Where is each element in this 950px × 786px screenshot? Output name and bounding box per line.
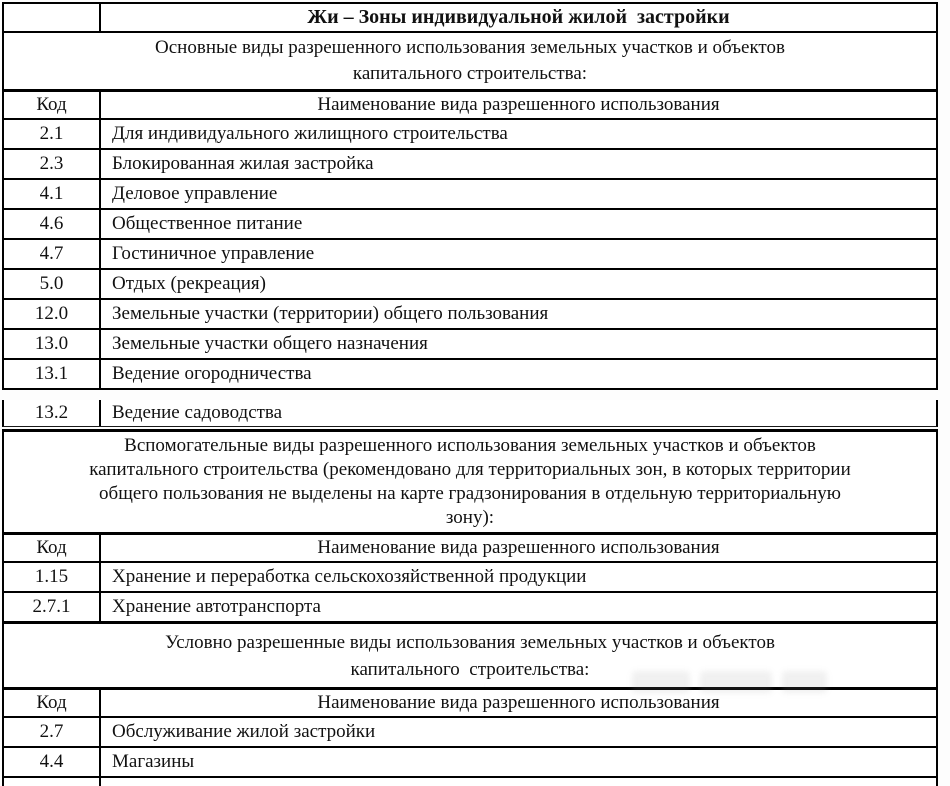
code-column-header: Код: [4, 535, 101, 561]
column-header-row: [4, 535, 936, 563]
row-code: 1.15: [4, 563, 101, 591]
row-code: 2.7.1: [4, 593, 101, 621]
row-code: 2.3: [4, 150, 101, 178]
table-row: [4, 270, 936, 300]
row-name: Отдых (рекреация): [112, 273, 266, 294]
row-name: Гостиничное управление: [112, 243, 315, 264]
row-name: Ведение огородничества: [112, 363, 312, 384]
table-row-partial: [4, 778, 936, 786]
section-header-line: общего пользования не выделены на карте градзонирования в отдельную территориальную: [99, 483, 841, 504]
table-row: [4, 210, 936, 240]
column-header-row: [4, 92, 936, 120]
row-code: 4.7: [4, 240, 101, 268]
table-row: [4, 150, 936, 180]
row-name: Для индивидуального жилищного строительства: [112, 123, 508, 144]
section-header-auxiliary-uses: [4, 432, 936, 535]
column-header-row: [4, 690, 936, 718]
table-row: [4, 240, 936, 270]
code-column-header: Код: [4, 92, 101, 118]
row-name: Деловое управление: [112, 183, 278, 204]
row-name: Общественное питание: [112, 213, 303, 234]
section-header-line: капитального строительства:: [350, 659, 590, 680]
title-empty-cell: [4, 4, 101, 31]
section-header-primary-uses: [4, 33, 936, 92]
table-row: [4, 563, 936, 593]
row-name: Земельные участки общего назначения: [112, 333, 428, 354]
code-column-header: Код: [4, 690, 101, 716]
row-name: Хранение автотранспорта: [112, 596, 321, 617]
section-header-line: зону):: [445, 507, 495, 528]
row-code: 5.0: [4, 270, 101, 298]
table-row: [4, 593, 936, 624]
section-header-line: Условно разрешенные виды использования земельных участков и объектов: [165, 632, 775, 653]
row-code: 4.1: [4, 180, 101, 208]
row-name: Земельные участки (территории) общего пользования: [112, 303, 549, 324]
section-header-conditional-uses: [4, 624, 936, 690]
title-row: [4, 4, 936, 33]
table-row: [4, 330, 936, 360]
row-code: 13.2: [4, 400, 101, 426]
table-row: [4, 180, 936, 210]
row-code: 2.7: [4, 718, 101, 746]
table-row: [4, 300, 936, 330]
table-row: [4, 360, 936, 388]
row-code: 4.6: [4, 210, 101, 238]
name-column-header: Наименование вида разрешенного использования: [317, 94, 720, 115]
section-header-line: капитального строительства (рекомендовано для территориальных зон, в которых территории: [89, 459, 851, 480]
zoning-table-lower-fragment: [2, 429, 938, 786]
row-name: Хранение и переработка сельскохозяйственной продукции: [112, 566, 587, 587]
table-row: [4, 718, 936, 748]
row-name: Блокированная жилая застройка: [112, 153, 374, 174]
page-title: Жи – Зоны индивидуальной жилой застройки: [307, 6, 730, 28]
row-name: Обслуживание жилой застройки: [112, 721, 376, 742]
section-header-line: капитального строительства:: [352, 63, 588, 84]
section-header-line: Основные виды разрешенного использования земельных участков и объектов: [155, 37, 785, 58]
row-code: 13.1: [4, 360, 101, 388]
zoning-table-pagebreak-fragment: [2, 400, 938, 427]
name-column-header: Наименование вида разрешенного использования: [317, 537, 720, 558]
table-row: [4, 120, 936, 150]
row-code: 13.0: [4, 330, 101, 358]
name-column-header: Наименование вида разрешенного использования: [317, 692, 720, 713]
row-name: Ведение садоводства: [112, 402, 283, 423]
row-name: Магазины: [112, 751, 195, 772]
row-code: 4.4: [4, 748, 101, 776]
row-code: 12.0: [4, 300, 101, 328]
row-code: 2.1: [4, 120, 101, 148]
row-code-empty: [4, 778, 101, 786]
table-row: [4, 400, 936, 426]
zoning-table-main-fragment: [2, 2, 938, 390]
section-header-line: Вспомогательные виды разрешенного использования земельных участков и объектов: [124, 435, 816, 456]
table-row: [4, 748, 936, 778]
